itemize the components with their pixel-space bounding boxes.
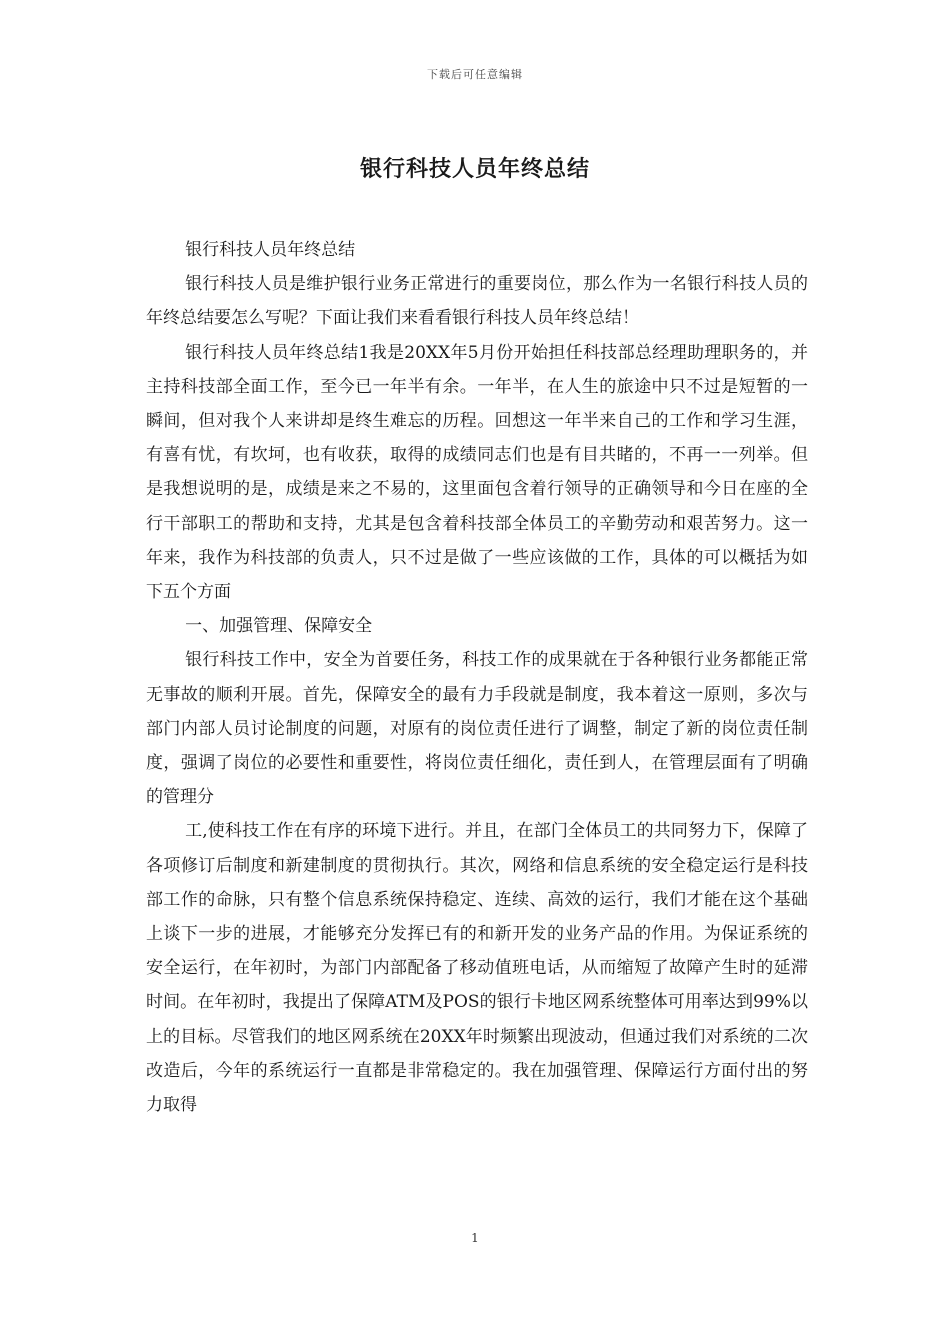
header-note: 下载后可任意编辑: [427, 68, 523, 81]
document-body: [146, 233, 808, 1122]
page-number: 1: [471, 1231, 479, 1245]
document-title: 银行科技人员年终总结: [359, 156, 590, 182]
paragraph-summary-1: 银行科技人员年终总结1我是20XX年5月份开始担任科技部总经理助理职务的，并主持科技部全面工作，至今已一年半有余。一年半，在人生的旅途中只不过是短暂的一瞬间，但对我个人来讲却是终生难忘的历程。回想这一年半来自己的工作和学习生涯，有喜有忧，有坎坷，也有收获，取得的成绩同志们也是有目共睹的，不再一一列举。但是我想说明的是，成绩是来之不易的，这里面包含着行领导的正确领导和今日在座的全行干部职工的帮助和支持，尤其是包含着科技部全体员工的辛勤劳动和艰苦努力。这一年来，我作为科技部的负责人，只不过是做了一些应该做的工作，具体的可以概括为如下五个方面: [146, 342, 808, 603]
paragraph-subtitle: 银行科技人员年终总结: [185, 240, 356, 260]
section-heading-1: 一、加强管理、保障安全: [185, 616, 373, 637]
paragraph-section-1-continued: 工,使科技工作在有序的环境下进行。并且，在部门全体员工的共同努力下，保障了各项修订后制度和新建制度的贯彻执行。其次，网络和信息系统的安全稳定运行是科技部工作的命脉，只有整个信息系统保持稳定、连续、高效的运行，我们才能在这个基础上谈下一步的进展，才能够充分发挥已有的和新开发的业务产品的作用。为保证系统的安全运行，在年初时，为部门内部配备了移动值班电话，从而缩短了故障产生时的延滞时间。在年初时，我提出了保障ATM及POS的银行卡地区网系统整体可用率达到99%以上的目标。尽管我们的地区网系统在20XX年时频繁出现波动，但通过我们对系统的二次改造后，今年的系统运行一直都是非常稳定的。我在加强管理、保障运行方面付出的努力取得: [146, 821, 808, 1116]
paragraph-section-1: 银行科技工作中，安全为首要任务，科技工作的成果就在于各种银行业务都能正常无事故的顺利开展。首先，保障安全的最有力手段就是制度，我本着这一原则，多次与部门内部人员讨论制度的问题，对原有的岗位责任进行了调整，制定了新的岗位责任制度，强调了岗位的必要性和重要性，将岗位责任细化，责任到人，在管理层面有了明确的管理分: [146, 650, 808, 808]
paragraph-intro: 银行科技人员是维护银行业务正常进行的重要岗位，那么作为一名银行科技人员的年终总结要怎么写呢？下面让我们来看看银行科技人员年终总结！: [146, 274, 808, 329]
